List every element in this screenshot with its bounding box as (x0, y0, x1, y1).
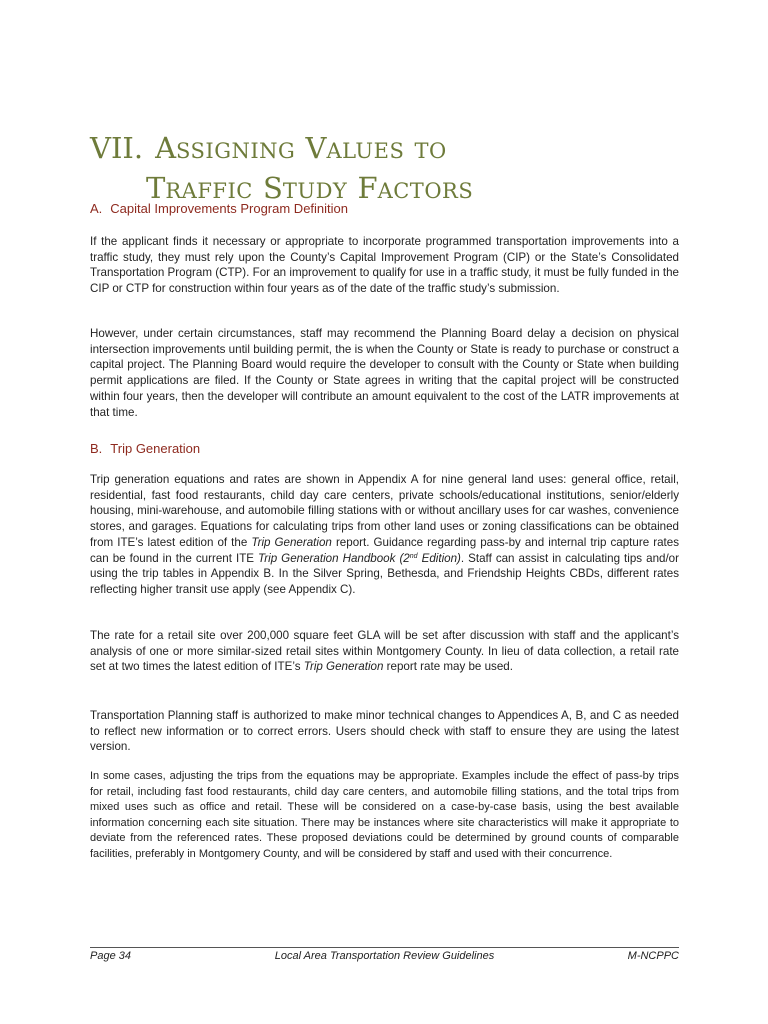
title-word: ASSIGNING (155, 131, 296, 166)
chapter-title-line-1 (90, 129, 710, 169)
title-word: VALUES (305, 131, 405, 166)
section-a-paragraph-1: If the applicant finds it necessary or appropriate to incorporate programmed transportation improvements into a traffic study, they must rely upon the County’s Capital Improvement Program (CIP) or the State’s Consolidated Transportation Program (CTP). For an improvement to qualify for use in a traffic study, it must be fully funded in the CIP or CTP for construction within four years as of the date of the traffic study’s submission. (90, 235, 679, 296)
section-a-paragraph-2: However, under certain circumstances, staff may recommend the Planning Board delay a decision on physical intersection improvements until building permit, the is when the County or State is ready to purchase or construct a capital project. The Planning Board would require the developer to consult with the County or State when building permit applications are filed. If the County or State agrees in writing that the capital project will be constructed within four years, then the developer will contribute an amount equivalent to the cost of the LATR improvements at that time. (90, 327, 679, 419)
section-b-heading (90, 441, 200, 456)
title-word: FACTORS (357, 171, 474, 206)
title-word: TRAFFIC (146, 171, 253, 206)
section-a-title: Capital Improvements Program Definition (110, 201, 349, 216)
section-b-paragraph-4: In some cases, adjusting the trips from the equations may be appropriate. Examples include the effect of pass-by trips for retail, including fast food restaurants, child day care centers, and automobile filling stations, and the total trips from mixed uses such as office and retail. These will be considered on a case-by-case basis, using the best available information concerning each site situation. There may be instances where site characteristics will make it appropriate to deviate from the referenced rates. These proposed deviations could be determined by ground counts of comparable facilities, preferably in Montgomery County, and will be considered by staff and used with their concurrence. (90, 770, 679, 860)
section-a-label: A. (90, 201, 103, 216)
section-b-paragraph-3: Transportation Planning staff is authorized to make minor technical changes to Appendices A, B, and C as needed to reflect new information or to correct errors. Users should check with staff to ensure they are using the latest version. (90, 709, 679, 754)
footer-organization: M-NCPPC (627, 950, 679, 962)
section-a-heading (90, 201, 348, 216)
footer-page-number: Page 34 (90, 950, 131, 962)
section-b-label: B. (90, 441, 103, 456)
section-b-paragraph-1: Trip generation equations and rates are shown in Appendix A for nine general land uses: general office, retail, residential, fast food restaurants, child day care centers, private schools/educational institutions, senior/elderly housing, mini-warehouse, and automobile filling stations with or without ancillary uses for car washes, convenience stores, and garages. Equations for calculating trips from other land uses or zoning classifications can be obtained from ITE’s latest edition of the Trip Generation report. Guidance regarding pass-by and internal trip capture rates can be found in the current ITE Trip Generation Handbook (2nd Edition). Staff can assist in calculating tips and/or using the trip tables in Appendix B. In the Silver Spring, Bethesda, and Friendship Heights CBDs, different rates reflecting higher transit use apply (see Appendix C). (90, 473, 679, 596)
title-word: TO (414, 139, 447, 164)
section-b-title: Trip Generation (110, 441, 201, 456)
chapter-title (90, 129, 710, 209)
footer-divider (90, 947, 679, 948)
title-word: STUDY (263, 171, 348, 206)
section-b-paragraph-2: The rate for a retail site over 200,000 square feet GLA will be set after discussion with staff and the applicant’s analysis of one or more similar-sized retail sites within Montgomery County. In lieu of data collection, a retail rate set at two times the latest edition of ITE’s Trip Generation report rate may be used. (90, 629, 679, 674)
chapter-number: VII. (90, 131, 144, 166)
footer-document-title: Local Area Transportation Review Guidelines (274, 950, 495, 962)
